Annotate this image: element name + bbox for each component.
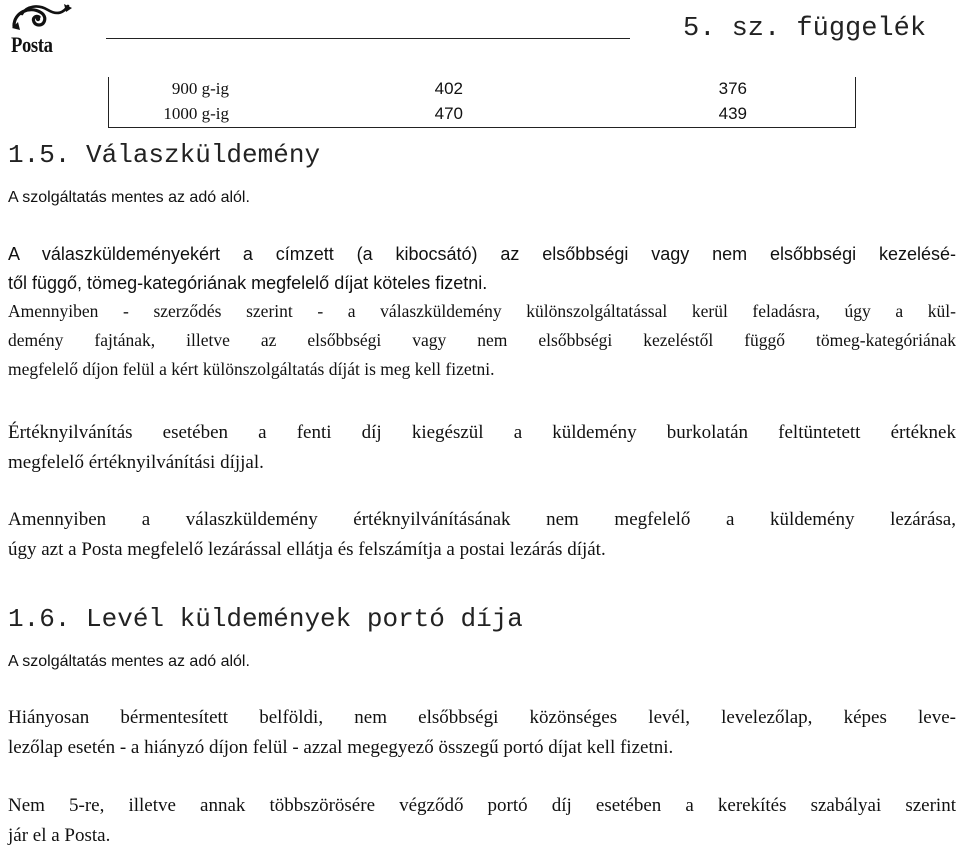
paragraph-special-services bbox=[8, 297, 956, 384]
header-rule bbox=[106, 38, 630, 39]
text-line: megfelelő díjon felül a kért különszolgáltatás díját is meg kell fizetni. bbox=[8, 359, 495, 379]
table-row bbox=[109, 77, 855, 102]
text-line: Értéknyilvánítás esetében a fenti díj kiegészül a küldemény burkolatán feltüntetett értéknek bbox=[8, 422, 956, 443]
weight-cell: 1000 g-ig bbox=[163, 104, 229, 123]
section-heading-1-5: 1.5. Válaszküldemény bbox=[8, 140, 321, 170]
paragraph-postage-due bbox=[8, 703, 956, 763]
text-line: megfelelő értéknyilvánítási díjjal. bbox=[8, 452, 264, 473]
non-priority-price-cell: 376 bbox=[718, 79, 747, 98]
text-line: Nem 5-re, illetve annak többszörösére végződő portó díj esetében a kerekítés szabályai szerint bbox=[8, 795, 956, 816]
posta-logo bbox=[8, 2, 74, 62]
priority-price-cell: 402 bbox=[434, 79, 463, 98]
weight-cell: 900 g-ig bbox=[171, 79, 229, 98]
section-heading-1-6: 1.6. Levél küldemények portó díja bbox=[8, 604, 523, 634]
logo-wordmark: Posta bbox=[11, 32, 53, 57]
paragraph-sealing bbox=[8, 505, 956, 565]
text-line: úgy azt a Posta megfelelő lezárással ellátja és felszámítja a postai lezárás díját. bbox=[8, 539, 606, 560]
text-line: A válaszküldeményekért a címzett (a kibocsátó) az elsőbbségi vagy nem elsőbbségi kezelésé- bbox=[8, 244, 956, 264]
paragraph-reply-fee bbox=[8, 240, 956, 298]
text-line: Amennyiben - szerződés szerint - a válaszküldemény különszolgáltatással kerül feladásra, úgy a kül- bbox=[8, 301, 956, 321]
priority-price-cell: 470 bbox=[434, 104, 463, 123]
paragraph-rounding bbox=[8, 791, 956, 851]
text-line: lezőlap esetén - a hiányzó díjon felül - azzal megegyező összegű portó díjat kell fizetni. bbox=[8, 737, 674, 758]
non-priority-price-cell: 439 bbox=[718, 104, 747, 123]
rates-table bbox=[108, 77, 856, 128]
text-line: Hiányosan bérmentesített belföldi, nem elsőbbségi közönséges levél, levelezőlap, képes leve- bbox=[8, 707, 956, 728]
text-line: től függő, tömeg-kategóriának megfelelő díjat köteles fizetni. bbox=[8, 273, 488, 293]
posthorn-icon bbox=[8, 2, 74, 36]
appendix-label: 5. sz. függelék bbox=[683, 14, 927, 44]
table-row bbox=[109, 102, 855, 127]
paragraph-declared-value bbox=[8, 418, 956, 478]
text-line: demény fajtának, illetve az elsőbbségi vagy nem elsőbbségi kezeléstől függő tömeg-kategóriának bbox=[8, 330, 956, 350]
text-line: jár el a Posta. bbox=[8, 825, 111, 846]
tax-exempt-note: A szolgáltatás mentes az adó alól. bbox=[8, 189, 250, 206]
text-line: Amennyiben a válaszküldemény értéknyilvánításának nem megfelelő a küldemény lezárása, bbox=[8, 509, 956, 530]
tax-exempt-note: A szolgáltatás mentes az adó alól. bbox=[8, 653, 250, 670]
